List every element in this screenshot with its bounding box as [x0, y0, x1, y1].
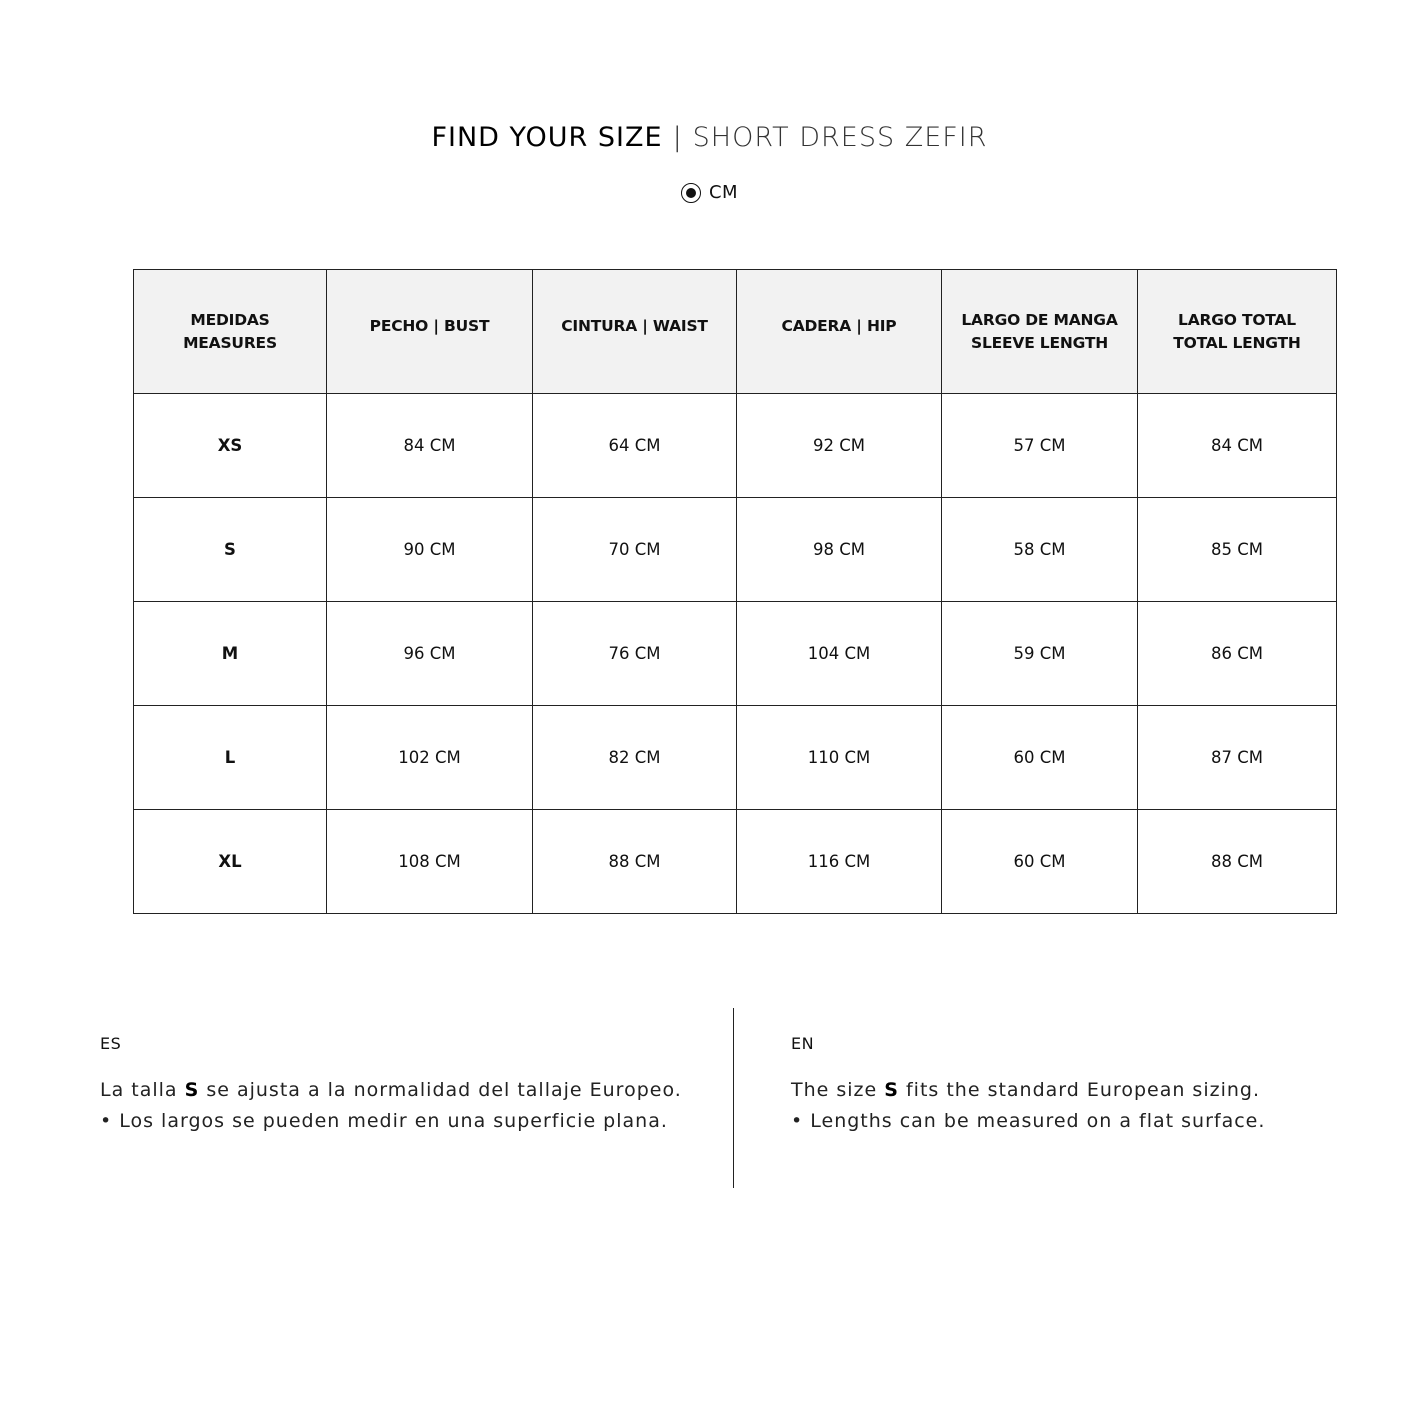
hip-cell: 116 CM [737, 810, 942, 914]
waist-cell: 76 CM [533, 602, 737, 706]
column-header-hip: CADERA | HIP [737, 270, 942, 394]
column-header-sleeve-length: LARGO DE MANGA SLEEVE LENGTH [942, 270, 1138, 394]
size-cell: XL [134, 810, 327, 914]
unit-label[interactable]: CM [708, 182, 739, 203]
table-row [134, 498, 1337, 602]
column-header-measures: MEDIDAS MEASURES [134, 270, 327, 394]
unit-radio-button[interactable] [681, 183, 701, 203]
size-chart-table [133, 269, 1337, 914]
sleeve-cell: 60 CM [942, 706, 1138, 810]
table-row [134, 706, 1337, 810]
size-cell: S [134, 498, 327, 602]
total-length-cell: 84 CM [1138, 394, 1337, 498]
notes-spanish [100, 1034, 682, 1137]
sleeve-cell: 59 CM [942, 602, 1138, 706]
product-name: SHORT DRESS ZEFIR [692, 122, 988, 153]
size-cell: L [134, 706, 327, 810]
language-label-en: EN [791, 1034, 815, 1053]
table-header-row [134, 270, 1337, 394]
title-separator: | [672, 122, 683, 153]
unit-selector[interactable] [0, 182, 1419, 203]
table-row [134, 810, 1337, 914]
waist-cell: 82 CM [533, 706, 737, 810]
radio-selected-dot-icon [686, 188, 696, 198]
note-fit-es: La talla S se ajusta a la normalidad del tallaje Europeo. [100, 1079, 682, 1101]
table-row [134, 602, 1337, 706]
sleeve-cell: 57 CM [942, 394, 1138, 498]
hip-cell: 98 CM [737, 498, 942, 602]
column-header-waist: CINTURA | WAIST [533, 270, 737, 394]
waist-cell: 88 CM [533, 810, 737, 914]
bust-cell: 96 CM [327, 602, 533, 706]
size-cell: XS [134, 394, 327, 498]
table-row [134, 394, 1337, 498]
total-length-cell: 87 CM [1138, 706, 1337, 810]
notes-divider [733, 1008, 734, 1188]
column-header-bust: PECHO | BUST [327, 270, 533, 394]
hip-cell: 92 CM [737, 394, 942, 498]
waist-cell: 70 CM [533, 498, 737, 602]
total-length-cell: 86 CM [1138, 602, 1337, 706]
sleeve-cell: 58 CM [942, 498, 1138, 602]
note-measure-en: • Lengths can be measured on a flat surface. [791, 1110, 1266, 1132]
bust-cell: 108 CM [327, 810, 533, 914]
bust-cell: 102 CM [327, 706, 533, 810]
bust-cell: 90 CM [327, 498, 533, 602]
note-measure-es: • Los largos se pueden medir en una superficie plana. [100, 1110, 668, 1132]
total-length-cell: 85 CM [1138, 498, 1337, 602]
hip-cell: 104 CM [737, 602, 942, 706]
page-header [0, 122, 1419, 153]
bust-cell: 84 CM [327, 394, 533, 498]
waist-cell: 64 CM [533, 394, 737, 498]
note-fit-en: The size S fits the standard European sizing. [791, 1079, 1260, 1101]
column-header-total-length: LARGO TOTAL TOTAL LENGTH [1138, 270, 1337, 394]
size-cell: M [134, 602, 327, 706]
notes-english [791, 1034, 1265, 1137]
total-length-cell: 88 CM [1138, 810, 1337, 914]
language-label-es: ES [100, 1034, 122, 1053]
hip-cell: 110 CM [737, 706, 942, 810]
sleeve-cell: 60 CM [942, 810, 1138, 914]
page-title: FIND YOUR SIZE [431, 122, 663, 153]
sizing-notes [0, 1008, 1419, 1188]
